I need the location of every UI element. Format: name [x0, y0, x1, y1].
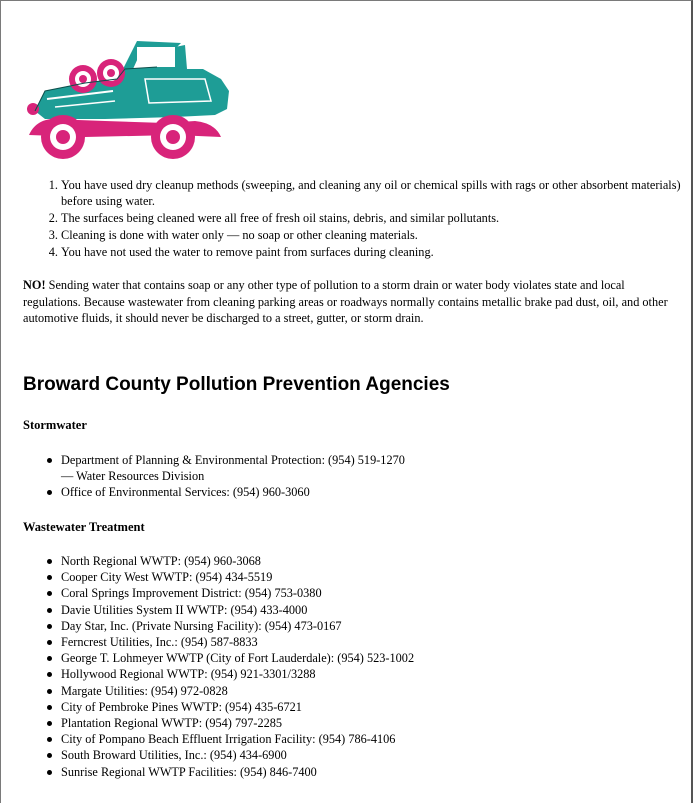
list-item: [61, 602, 414, 618]
list-item: [61, 650, 414, 666]
wastewater-heading: Wastewater Treatment: [23, 520, 145, 534]
bullet-icon: [47, 753, 52, 758]
bullet-icon: [47, 458, 52, 463]
list-item: [61, 747, 414, 763]
list-item: [61, 683, 414, 699]
list-item: [61, 585, 414, 601]
list-item: [61, 452, 405, 484]
list-item-text: Hollywood Regional WWTP: (954) 921-3301/3288: [61, 667, 316, 682]
warning-lead: NO!: [23, 278, 46, 292]
list-item: [61, 715, 414, 731]
list-item-text: Cooper City West WWTP: (954) 434-5519: [61, 570, 273, 585]
list-item-subtext: — Water Resources Division: [61, 469, 205, 484]
stormwater-heading: Stormwater: [23, 418, 87, 432]
list-item: 4. You have not used the water to remove paint from surfaces during cleaning.: [61, 244, 697, 260]
bullet-icon: [47, 624, 52, 629]
list-item: [61, 569, 414, 585]
bullet-icon: [47, 737, 52, 742]
section-heading: Broward County Pollution Prevention Agencies: [23, 374, 450, 395]
wastewater-list: [23, 553, 414, 780]
list-item-text: George T. Lohmeyer WWTP (City of Fort Lauderdale): (954) 523-1002: [61, 651, 415, 666]
list-item: [61, 553, 414, 569]
bullet-icon: [47, 770, 52, 775]
bullet-icon: [47, 559, 52, 564]
list-item-text: Plantation Regional WWTP: (954) 797-2285: [61, 716, 283, 731]
bullet-icon: [47, 705, 52, 710]
list-item: [61, 618, 414, 634]
list-item-text: North Regional WWTP: (954) 960-3068: [61, 554, 261, 568]
bullet-icon: [47, 672, 52, 677]
list-item-text: Ferncrest Utilities, Inc.: (954) 587-8833: [61, 635, 258, 650]
bullet-icon: [47, 575, 52, 580]
stormwater-list: [23, 452, 405, 501]
list-item: [61, 634, 414, 650]
list-item-text: Margate Utilities: (954) 972-0828: [61, 683, 228, 698]
bullet-icon: [47, 608, 52, 613]
list-item: [61, 731, 414, 747]
warning-text: Sending water that contains soap or any other type of pollution to a storm drain or water body violates state and local regulations. Because wastewater from cleaning parking areas or roadways normally contains metallic brake pad dust, oil, and other automotive fluids, it should never be discharged to a street, gutter, or storm drain.: [23, 278, 668, 325]
list-item: 3. Cleaning is done with water only — no soap or other cleaning materials.: [61, 227, 697, 243]
list-item-text: Davie Utilities System II WWTP: (954) 433-4000: [61, 602, 308, 617]
list-item-text: Coral Springs Improvement District: (954) 753-0380: [61, 586, 322, 601]
list-item: 2. The surfaces being cleaned were all free of fresh oil stains, debris, and similar pollutants.: [61, 210, 697, 226]
bullet-icon: [47, 721, 52, 726]
list-item-text: Department of Planning & Environmental Protection: (954) 519-1270: [61, 453, 405, 467]
list-item-text: City of Pembroke Pines WWTP: (954) 435-6721: [61, 699, 302, 714]
warning-paragraph: [23, 277, 668, 327]
bullet-icon: [47, 490, 52, 495]
list-item-text: South Broward Utilities, Inc.: (954) 434-6900: [61, 748, 287, 763]
bullet-icon: [47, 656, 52, 661]
bullet-icon: [47, 640, 52, 645]
bullet-icon: [47, 591, 52, 596]
vintage-car-illustration: [25, 39, 233, 161]
list-item: [61, 764, 414, 780]
list-item: 1. You have used dry cleanup methods (sweeping, and cleaning any oil or chemical spills with rags or other absorbent materials) before using water.: [61, 177, 697, 209]
bullet-icon: [47, 689, 52, 694]
list-item-text: Sunrise Regional WWTP Facilities: (954) 846-7400: [61, 764, 317, 779]
conditions-list: [23, 177, 697, 261]
list-item-text: Day Star, Inc. (Private Nursing Facility): (954) 473-0167: [61, 618, 342, 633]
list-item-text: Office of Environmental Services: (954) 960-3060: [61, 485, 310, 500]
list-item-text: City of Pompano Beach Effluent Irrigation Facility: (954) 786-4106: [61, 732, 396, 747]
list-item: [61, 484, 405, 500]
list-item: [61, 699, 414, 715]
list-item: [61, 666, 414, 682]
